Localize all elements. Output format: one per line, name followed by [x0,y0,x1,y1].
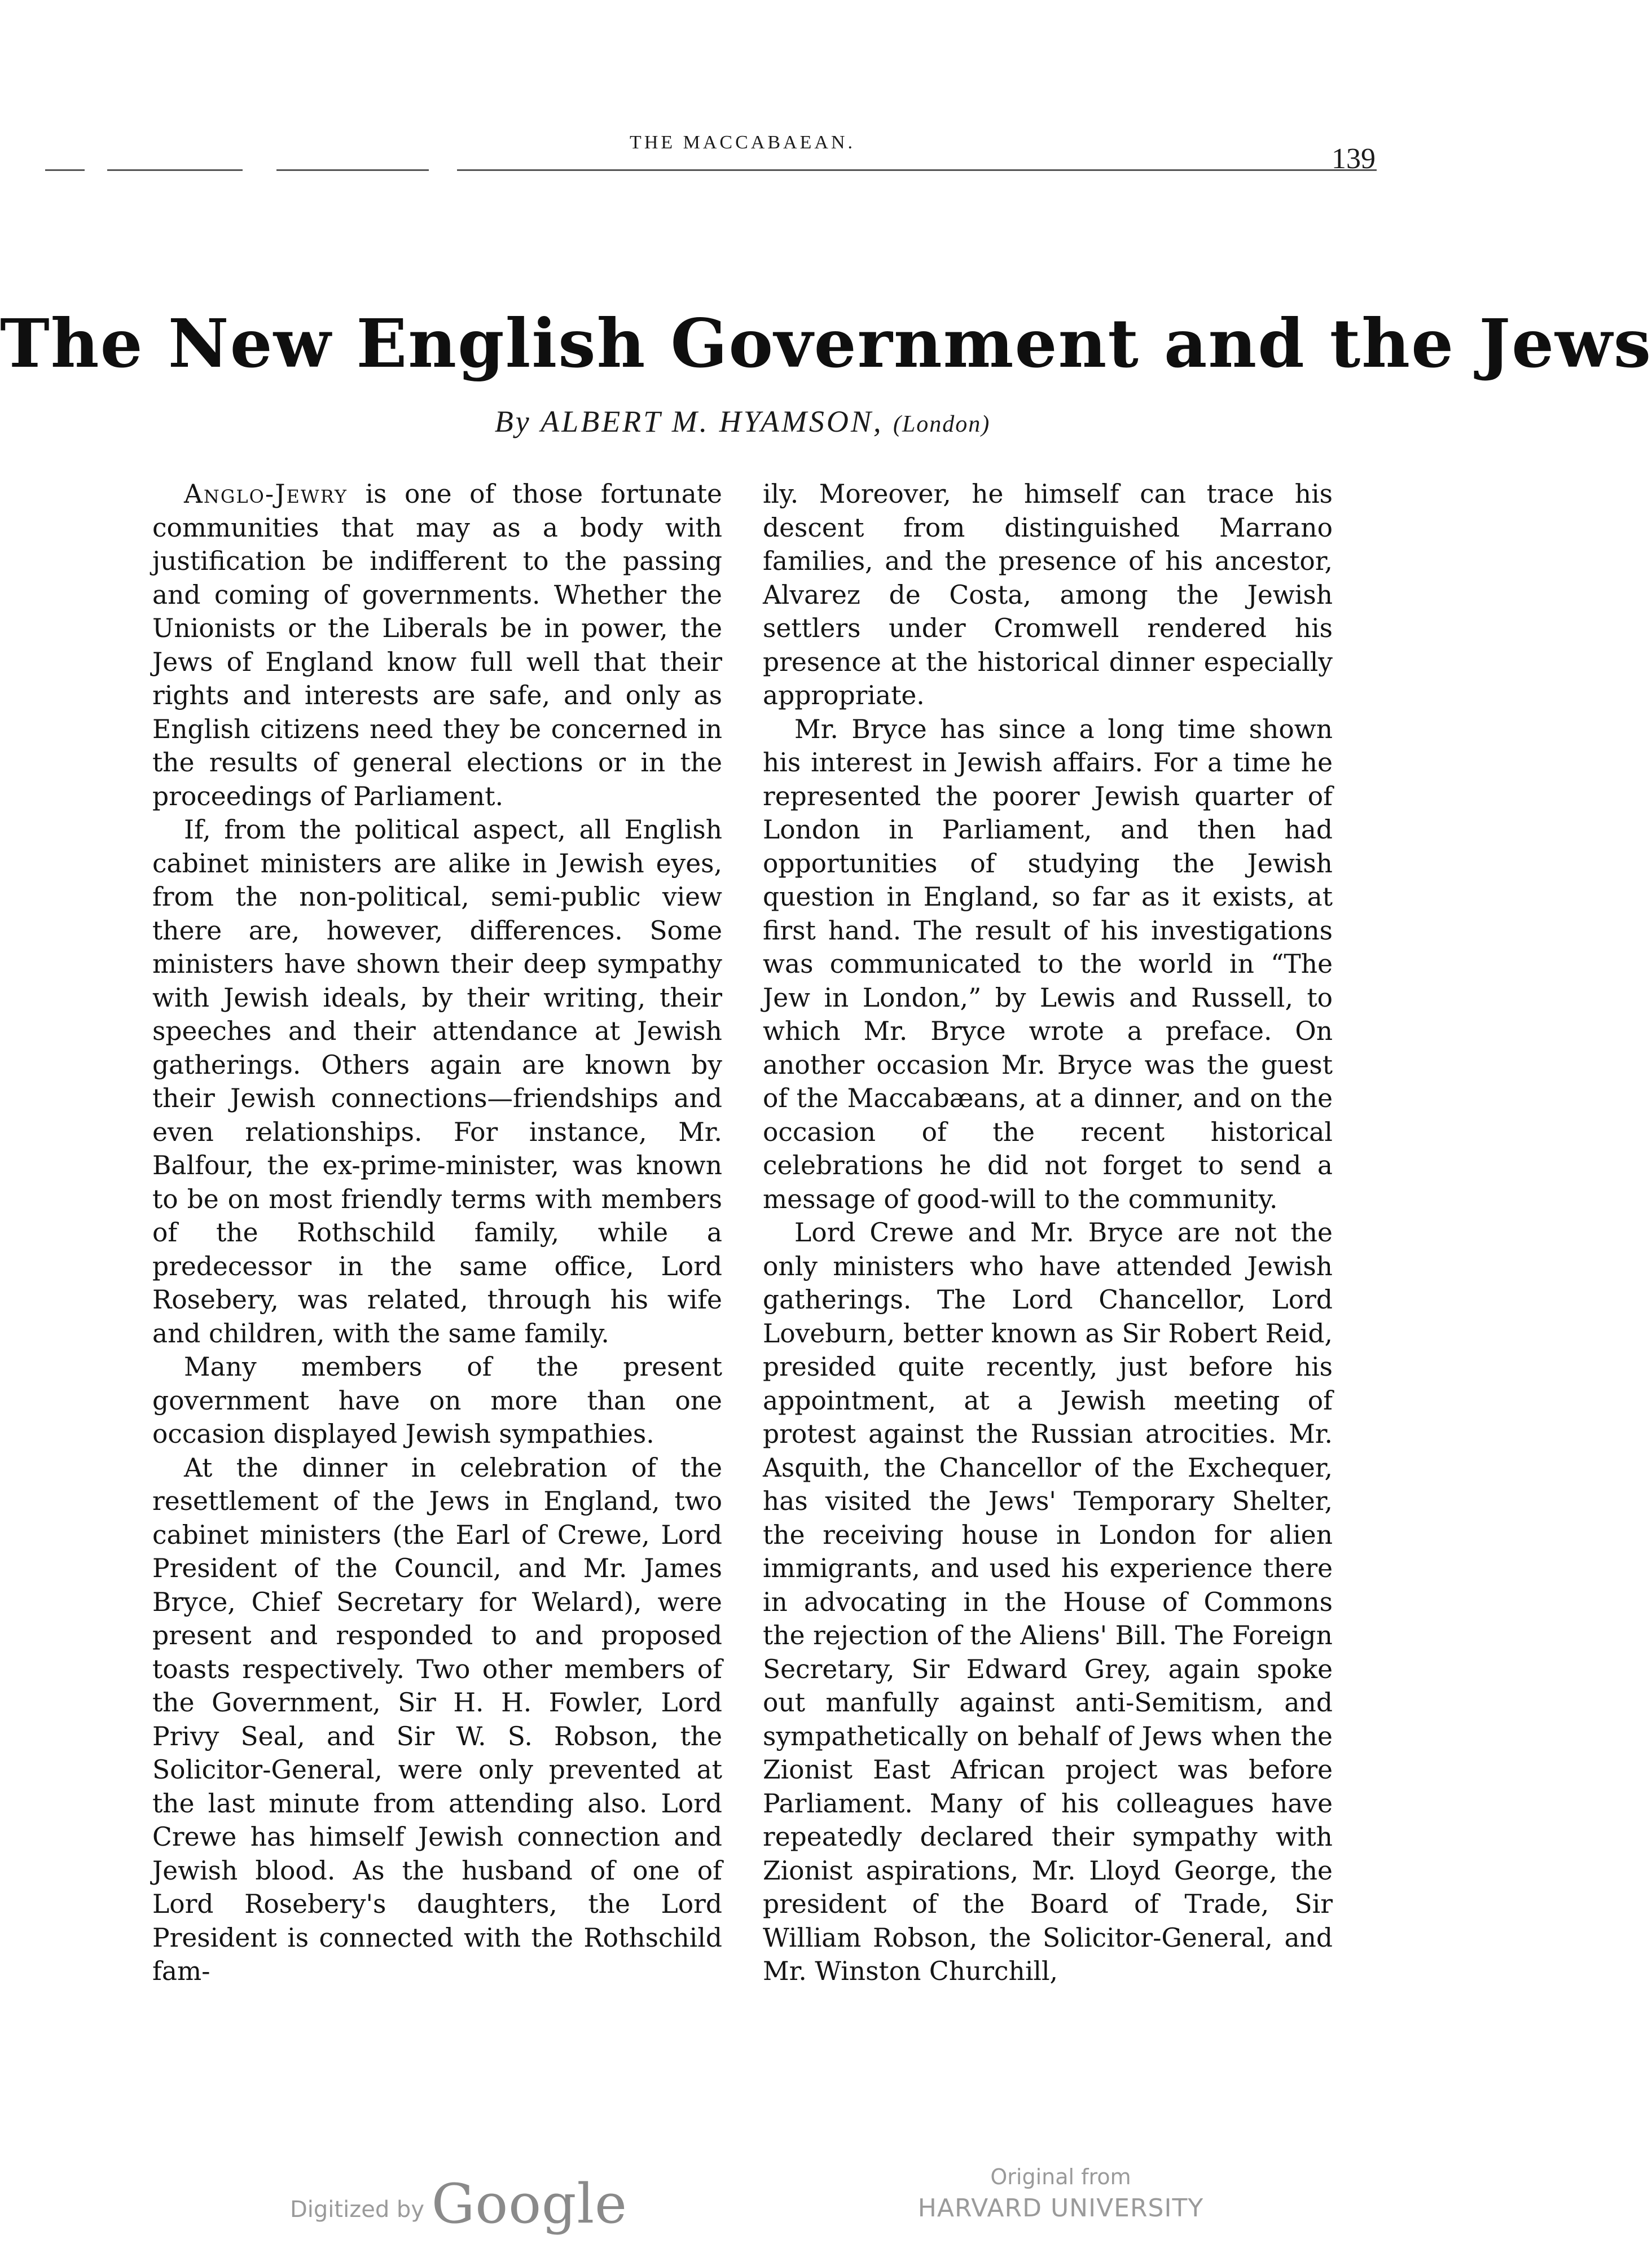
page-number: 139 [1332,143,1376,175]
institution-name: HARVARD UNIVERSITY [917,2194,1204,2223]
lead-words: Anglo-Jewry [184,479,348,509]
original-from-label: Original from [990,2164,1131,2189]
paragraph: Many members of the present government have on more than one occasion displayed Jewish sympathies. [152,1352,722,1449]
paragraph: Anglo-Jewry is one of those fortunate communities that may as a body with justification be indifferent to the passing and coming of governments. Whether the Unionists or the Liberals be in power, the Jews of England know full well that their rights and interests are safe, and only as English citizens need they be concerned in the results of general elections or in the proceedings of Parliament. [152,479,722,811]
paragraph: Lord Crewe and Mr. Bryce are not the only ministers who have attended Jewish gatherings. The Lord Chancellor, Lord Loveburn, better known as Sir Robert Reid, presided quite recently, just before his appointment, at a Jewish meeting of protest against the Russian atrocities. Mr. Asquith, the Chancellor of the Exchequer, has visited the Jews' Temporary Shelter, the receiving house in London for alien immigrants, and used his experience there in advocating in the House of Commons the rejection of the Aliens' Bill. The Foreign Secretary, Sir Edward Grey, again spoke out manfully against anti-Semitism, and sympathetically on behalf of Jews when the Zionist East African project was before Parliament. Many of his colleagues have repeatedly declared their sympathy with Zionist aspirations, Mr. Lloyd George, the president of the Board of Trade, Sir William Robson, the Solicitor-General, and Mr. Winston Churchill, [763,1218,1333,1986]
running-head: THE MACCABAEAN. [630,132,855,153]
digitized-by-watermark [290,2172,627,2236]
paragraph: Mr. Bryce has since a long time shown his interest in Jewish affairs. For a time he represented the poorer Jewish quarter of London in Parliament, and then had opportunities of studying the Jewish question in England, so far as it exists, at first hand. The result of his investigations was communicated to the world in “The Jew in London,” by Lewis and Russell, to which Mr. Bryce wrote a preface. On another occasion Mr. Bryce was the guest of the Maccabæans, at a dinner, and on the occasion of the recent historical celebrations he did not forget to send a message of good-will to the community. [763,714,1333,1214]
author-location: (London) [893,411,991,437]
paragraph: If, from the political aspect, all English cabinet ministers are alike in Jewish eyes, from the non-political, semi-public view there are, however, differences. Some ministers have shown their deep sympathy with Jewish ideals, by their writing, their speeches and their attendance at Jewish gatherings. Others again are known by their Jewish connections—friendships and even relationships. For instance, Mr. Balfour, the ex-prime-minister, was known to be on most friendly terms with members of the Rothschild family, while a predecessor in the same office, Lord Rosebery, was related, through his wife and children, with the same family. [152,815,722,1349]
byline [0,404,1485,439]
google-logo: Google [431,2172,627,2236]
right-column [763,477,1333,1988]
source-watermark [903,2161,1219,2224]
digitized-by-label: Digitized by [290,2197,424,2223]
header-rule-gap [85,169,107,171]
left-column [152,477,722,1988]
header-rule-gap [243,169,276,171]
byline-prefix: By [494,405,531,438]
header-rule-gap [429,169,457,171]
paragraph: ily. Moreover, he himself can trace his descent from distinguished Marrano families, and the presence of his ancestor, Alvarez de Costa, among the Jewish settlers under Cromwell rendered his presence at the historical dinner especially appropriate. [763,479,1333,710]
author-name: ALBERT M. HYAMSON, [541,405,884,438]
article-title: The New English Government and the Jews [0,304,1652,383]
paragraph: At the dinner in celebration of the resettlement of the Jews in England, two cabinet ministers (the Earl of Crewe, Lord President of the Council, and Mr. James Bryce, Chief Secretary for Welard), were present and responded to and proposed toasts respectively. Two other members of the Government, Sir H. H. Fowler, Lord Privy Seal, and Sir W. S. Robson, the Solicitor-General, were only prevented at the last minute from attending also. Lord Crewe has himself Jewish connection and Jewish blood. As the husband of one of Lord Rosebery's daughters, the Lord President is connected with the Rothschild fam- [152,1452,722,1986]
